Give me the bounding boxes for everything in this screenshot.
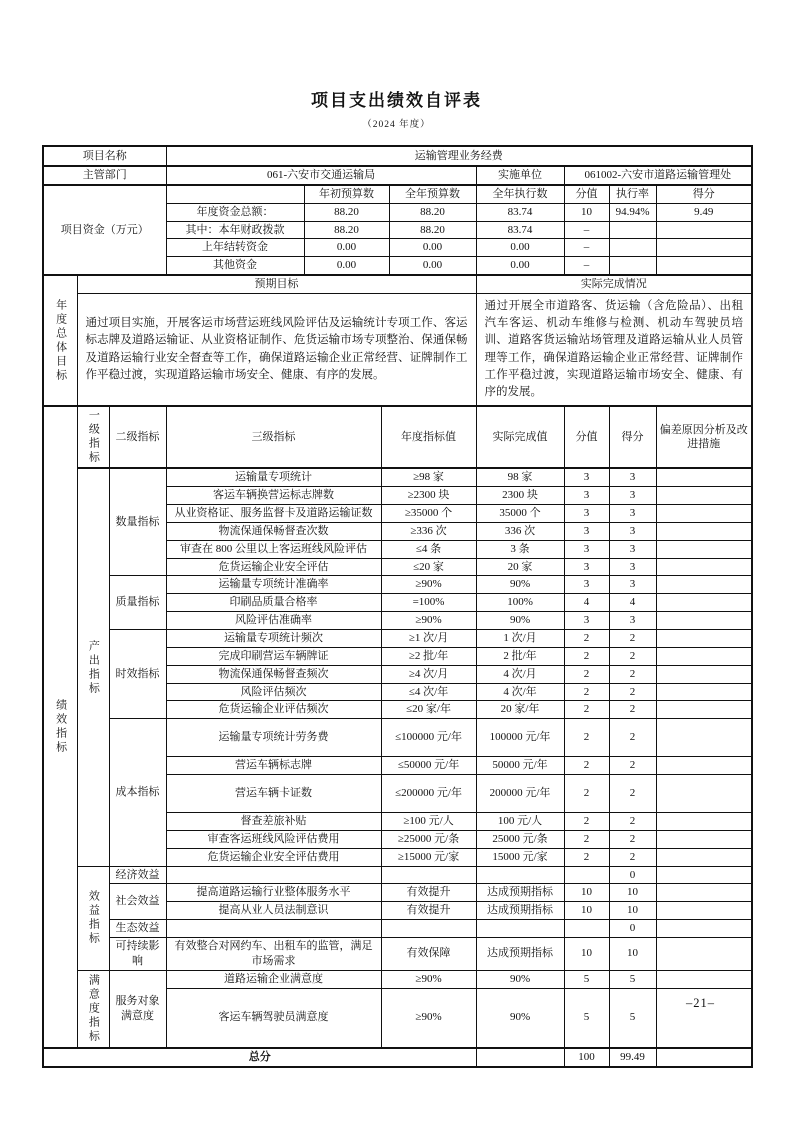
actual-completion-value: 100 元/人	[476, 813, 564, 831]
actual-completion-value: 35000 个	[476, 505, 564, 523]
deviation-note	[656, 866, 752, 884]
indicator-row	[43, 630, 752, 648]
indicator-name: 督查差旅补贴	[166, 813, 381, 831]
deviation-note	[656, 813, 752, 831]
annual-target-value: ≥15000 元/家	[381, 848, 476, 866]
annual-target-value: 有效提升	[381, 884, 476, 902]
expected-goal-header: 预期目标	[77, 275, 476, 293]
actual-completion-value: 达成预期指标	[476, 937, 564, 970]
level2-indicator-label: 可持续影响	[109, 937, 166, 970]
indicator-name: 审查在 800 公里以上客运班线风险评估	[166, 540, 381, 558]
points-value: 3	[564, 558, 609, 576]
indicator-name: 客运车辆驾驶员满意度	[166, 988, 381, 1048]
annual-goal-section-cell	[43, 275, 77, 406]
actual-completion-value: 3 条	[476, 540, 564, 558]
score-value: 10	[609, 902, 656, 920]
points-value: 3	[564, 612, 609, 630]
deviation-note	[656, 937, 752, 970]
funding-initial-budget: 0.00	[304, 239, 389, 257]
total-points-cell: 100	[564, 1048, 609, 1067]
actual-completion-value: 2 批/年	[476, 647, 564, 665]
funding-annual-budget: 0.00	[389, 239, 476, 257]
funding-row-label: 其中：本年财政拨款	[166, 221, 304, 239]
actual-completion-value: 2300 块	[476, 487, 564, 505]
score-value: 10	[609, 884, 656, 902]
implementing-unit-label: 实施单位	[476, 166, 564, 185]
indicator-row	[43, 920, 752, 938]
indicator-name: 物流保通保畅督查次数	[166, 522, 381, 540]
points-value: 3	[564, 468, 609, 486]
score-value: 2	[609, 683, 656, 701]
score-value: 2	[609, 647, 656, 665]
funding-col-executed: 全年执行数	[476, 185, 564, 203]
deviation-note	[656, 683, 752, 701]
score-value: 3	[609, 522, 656, 540]
points-value: 2	[564, 719, 609, 757]
points-value: 10	[564, 937, 609, 970]
funding-annual-budget: 88.20	[389, 203, 476, 221]
score-value: 2	[609, 665, 656, 683]
score-value: 10	[609, 937, 656, 970]
deviation-note	[656, 540, 752, 558]
indicator-name: 提高从业人员法制意识	[166, 902, 381, 920]
points-value: 5	[564, 988, 609, 1048]
actual-completion-value: 25000 元/条	[476, 830, 564, 848]
deviation-note	[656, 920, 752, 938]
actual-completion-value: 15000 元/家	[476, 848, 564, 866]
actual-completion-value: 90%	[476, 576, 564, 594]
indicator-row	[43, 719, 752, 757]
actual-value-header: 实际完成值	[476, 406, 564, 468]
points-value: 2	[564, 647, 609, 665]
annual-target-value: ≥2300 块	[381, 487, 476, 505]
indicator-name: 有效整合对网约车、出租车的监管，满足市场需求	[166, 937, 381, 970]
funding-execution-rate: 94.94%	[609, 203, 656, 221]
level2-indicator-label: 数量指标	[109, 468, 166, 576]
department-value: 061-六安市交通运输局	[166, 166, 476, 185]
score-value: 3	[609, 612, 656, 630]
annual-goal-section-label: 年度总体目标	[54, 298, 67, 383]
deviation-note	[656, 647, 752, 665]
points-value: 3	[564, 522, 609, 540]
points-value	[564, 920, 609, 938]
indicator-row	[43, 970, 752, 988]
points-value: 2	[564, 775, 609, 813]
funding-row-label: 年度资金总额：	[166, 203, 304, 221]
document-title: 项目支出绩效自评表	[311, 91, 482, 110]
level2-indicator-label: 质量指标	[109, 576, 166, 630]
funding-executed: 0.00	[476, 239, 564, 257]
deviation-note	[656, 612, 752, 630]
annual-target-value: ≤20 家/年	[381, 701, 476, 719]
annual-target-value	[381, 866, 476, 884]
deviation-note	[656, 576, 752, 594]
document-subtitle: （2024 年度）	[362, 120, 431, 130]
annual-goal-text-row	[43, 293, 752, 406]
annual-target-value: ≥98 家	[381, 468, 476, 486]
level2-indicator-label: 时效指标	[109, 630, 166, 719]
actual-completion-value: 100%	[476, 594, 564, 612]
level1-indicator-label-text: 满意度指标	[87, 973, 100, 1044]
score-value: 3	[609, 576, 656, 594]
actual-completion-value: 98 家	[476, 468, 564, 486]
indicator-name: 从业资格证、服务监督卡及道路运输证数	[166, 505, 381, 523]
indicator-name	[166, 920, 381, 938]
funding-col-annual-budget: 全年预算数	[389, 185, 476, 203]
score-value: 2	[609, 701, 656, 719]
funding-executed: 83.74	[476, 203, 564, 221]
performance-indicator-section-cell	[43, 406, 77, 1048]
funding-points: –	[564, 221, 609, 239]
actual-completion-value: 90%	[476, 612, 564, 630]
score-value: 2	[609, 719, 656, 757]
deviation-note	[656, 848, 752, 866]
score-value: 2	[609, 830, 656, 848]
points-value: 3	[564, 540, 609, 558]
funding-header-empty-cell	[166, 185, 304, 203]
annual-target-value: ≤100000 元/年	[381, 719, 476, 757]
funding-score: 9.49	[656, 203, 752, 221]
actual-completion-value: 4 次/年	[476, 683, 564, 701]
score-value: 2	[609, 757, 656, 775]
total-score-cell: 99.49	[609, 1048, 656, 1067]
points-value: 2	[564, 665, 609, 683]
annual-target-value: ≥2 批/年	[381, 647, 476, 665]
annual-target-value: ≥4 次/月	[381, 665, 476, 683]
score-value: 3	[609, 505, 656, 523]
score-value: 2	[609, 848, 656, 866]
indicator-name: 运输量专项统计准确率	[166, 576, 381, 594]
annual-target-value: 有效保障	[381, 937, 476, 970]
indicator-row	[43, 866, 752, 884]
project-name-value: 运输管理业务经费	[166, 146, 752, 166]
level1-indicator-label-text: 效益指标	[87, 890, 100, 947]
indicator-name: 提高道路运输行业整体服务水平	[166, 884, 381, 902]
level2-indicator-label: 经济效益	[109, 866, 166, 884]
actual-completion-value	[476, 866, 564, 884]
annual-target-value: =100%	[381, 594, 476, 612]
actual-completion-value: 100000 元/年	[476, 719, 564, 757]
score-value: 5	[609, 970, 656, 988]
funding-score	[656, 239, 752, 257]
points-value: 3	[564, 505, 609, 523]
annual-target-header: 年度指标值	[381, 406, 476, 468]
funding-execution-rate	[609, 239, 656, 257]
indicator-row	[43, 884, 752, 902]
points-value: 10	[564, 902, 609, 920]
annual-target-value: 有效提升	[381, 902, 476, 920]
funding-execution-rate	[609, 221, 656, 239]
annual-target-value: ≥336 次	[381, 522, 476, 540]
deviation-note	[656, 487, 752, 505]
points-value	[564, 866, 609, 884]
actual-completion-value: 20 家	[476, 558, 564, 576]
annual-target-value: ≤4 次/年	[381, 683, 476, 701]
page-number: –21–	[686, 996, 715, 1010]
score-value: 0	[609, 920, 656, 938]
deviation-note	[656, 970, 752, 988]
level3-indicator-header: 三级指标	[166, 406, 381, 468]
implementing-unit-value: 061002-六安市道路运输管理处	[564, 166, 752, 185]
annual-target-value: ≥90%	[381, 970, 476, 988]
funding-row-label: 上年结转资金	[166, 239, 304, 257]
funding-initial-budget: 88.20	[304, 221, 389, 239]
level2-indicator-header: 二级指标	[109, 406, 166, 468]
deviation-note	[656, 701, 752, 719]
funding-section-label: 项目资金（万元）	[43, 185, 166, 275]
total-label: 总分	[43, 1048, 476, 1067]
indicator-row	[43, 937, 752, 970]
points-value: 2	[564, 630, 609, 648]
funding-score-extra	[656, 257, 752, 275]
indicator-name: 危货运输企业安全评估费用	[166, 848, 381, 866]
total-actual-cell	[476, 1048, 564, 1067]
points-value: 3	[564, 576, 609, 594]
indicator-name: 客运车辆换营运标志牌数	[166, 487, 381, 505]
actual-completion-value: 90%	[476, 970, 564, 988]
annual-target-value: ≥35000 个	[381, 505, 476, 523]
deviation-note	[656, 522, 752, 540]
funding-col-score: 得分	[656, 185, 752, 203]
indicator-name: 危货运输企业评估频次	[166, 701, 381, 719]
actual-completion-text: 通过开展全市道路客、货运输（含危险品）、出租汽车客运、机动车维修与检测、机动车驾驶员培训、道路客货运输站场管理及道路运输从业人员管理等工作，确保道路运输企业正常经营、证牌制作工作平稳过渡，实现道路运输市场安全、健康、有序的发展。	[476, 293, 752, 406]
funding-col-points: 分值	[564, 185, 609, 203]
deviation-note	[656, 757, 752, 775]
actual-completion-value: 90%	[476, 988, 564, 1048]
project-name-label: 项目名称	[43, 146, 166, 166]
actual-completion-value: 达成预期指标	[476, 884, 564, 902]
project-name-row	[43, 146, 752, 166]
funding-points: –	[564, 239, 609, 257]
indicator-name: 完成印刷营运车辆牌证	[166, 647, 381, 665]
deviation-note	[656, 630, 752, 648]
funding-header-row	[43, 185, 752, 203]
level2-indicator-label: 服务对象满意度	[109, 970, 166, 1048]
actual-completion-value: 4 次/月	[476, 665, 564, 683]
funding-row-label: 其他资金	[166, 257, 304, 275]
funding-score	[609, 257, 656, 275]
actual-completion-value: 200000 元/年	[476, 775, 564, 813]
score-header: 得分	[609, 406, 656, 468]
funding-executed: 0.00	[476, 257, 564, 275]
level1-indicator-label	[77, 866, 109, 970]
points-value: 2	[564, 848, 609, 866]
funding-annual-budget: 0.00	[389, 257, 476, 275]
actual-completion-value: 50000 元/年	[476, 757, 564, 775]
actual-completion-value: 20 家/年	[476, 701, 564, 719]
deviation-note	[656, 719, 752, 757]
annual-target-value	[381, 920, 476, 938]
annual-target-value: ≥90%	[381, 612, 476, 630]
indicator-name: 营运车辆卡证数	[166, 775, 381, 813]
deviation-note	[656, 665, 752, 683]
deviation-note	[656, 902, 752, 920]
performance-indicator-section-label: 绩效指标	[54, 699, 67, 756]
indicator-row	[43, 576, 752, 594]
points-value: 2	[564, 757, 609, 775]
indicator-name: 危货运输企业安全评估	[166, 558, 381, 576]
score-value: 2	[609, 775, 656, 813]
funding-initial-budget: 0.00	[304, 257, 389, 275]
deviation-note	[656, 830, 752, 848]
department-row	[43, 166, 752, 185]
deviation-note	[656, 594, 752, 612]
deviation-header: 偏差原因分析及改进措施	[656, 406, 752, 468]
indicator-row	[43, 468, 752, 486]
score-value: 4	[609, 594, 656, 612]
actual-completion-value: 336 次	[476, 522, 564, 540]
indicator-name: 风险评估准确率	[166, 612, 381, 630]
annual-target-value: ≥100 元/人	[381, 813, 476, 831]
score-value: 2	[609, 813, 656, 831]
annual-target-value: ≤20 家	[381, 558, 476, 576]
funding-executed: 83.74	[476, 221, 564, 239]
indicator-name: 印刷品质量合格率	[166, 594, 381, 612]
indicator-name: 营运车辆标志牌	[166, 757, 381, 775]
funding-score	[656, 221, 752, 239]
indicator-name: 运输量专项统计	[166, 468, 381, 486]
department-label: 主管部门	[43, 166, 166, 185]
evaluation-table	[42, 145, 753, 1068]
points-value: 4	[564, 594, 609, 612]
annual-goal-header-row	[43, 275, 752, 293]
level1-indicator-header-text: 一级指标	[87, 409, 100, 466]
funding-annual-budget: 88.20	[389, 221, 476, 239]
deviation-note	[656, 884, 752, 902]
level2-indicator-label: 社会效益	[109, 884, 166, 920]
points-value: 2	[564, 683, 609, 701]
actual-completion-value: 达成预期指标	[476, 902, 564, 920]
annual-target-value: ≥90%	[381, 576, 476, 594]
indicator-name: 运输量专项统计劳务费	[166, 719, 381, 757]
level1-indicator-header	[77, 406, 109, 468]
points-value: 10	[564, 884, 609, 902]
deviation-note	[656, 505, 752, 523]
points-header: 分值	[564, 406, 609, 468]
indicator-name: 审查客运班线风险评估费用	[166, 830, 381, 848]
level1-indicator-label	[77, 468, 109, 866]
points-value: 2	[564, 701, 609, 719]
actual-completion-value: 1 次/月	[476, 630, 564, 648]
level1-indicator-label	[77, 970, 109, 1048]
total-deviation-cell	[656, 1048, 752, 1067]
deviation-note	[656, 558, 752, 576]
funding-col-execution-rate: 执行率	[609, 185, 656, 203]
annual-target-value: ≤50000 元/年	[381, 757, 476, 775]
expected-goal-text: 通过项目实施，开展客运市场营运班线风险评估及运输统计专项工作、客运标志牌及道路运输证、从业资格证制作、危货运输市场专项整治、保通保畅及道路运输行业安全督查等工作，确保道路运输企业正常经营、证牌制作工作平稳过渡，实现道路运输市场安全、健康、有序的发展。	[77, 293, 476, 406]
points-value: 3	[564, 487, 609, 505]
total-row	[43, 1048, 752, 1067]
score-value: 2	[609, 630, 656, 648]
level1-indicator-label-text: 产出指标	[87, 639, 100, 696]
annual-target-value: ≥25000 元/条	[381, 830, 476, 848]
funding-col-initial-budget: 年初预算数	[304, 185, 389, 203]
indicator-header-row	[43, 406, 752, 468]
score-value: 3	[609, 558, 656, 576]
score-value: 0	[609, 866, 656, 884]
score-value: 5	[609, 988, 656, 1048]
score-value: 3	[609, 540, 656, 558]
score-value: 3	[609, 468, 656, 486]
indicator-name: 运输量专项统计频次	[166, 630, 381, 648]
level2-indicator-label: 生态效益	[109, 920, 166, 938]
score-value: 3	[609, 487, 656, 505]
annual-target-value: ≥90%	[381, 988, 476, 1048]
indicator-name	[166, 866, 381, 884]
actual-completion-value	[476, 920, 564, 938]
deviation-note	[656, 775, 752, 813]
funding-points: 10	[564, 203, 609, 221]
deviation-note	[656, 468, 752, 486]
actual-completion-header: 实际完成情况	[476, 275, 752, 293]
indicator-name: 物流保通保畅督查频次	[166, 665, 381, 683]
level2-indicator-label: 成本指标	[109, 719, 166, 866]
indicator-name: 风险评估频次	[166, 683, 381, 701]
funding-points: –	[564, 257, 609, 275]
annual-target-value: ≤200000 元/年	[381, 775, 476, 813]
funding-initial-budget: 88.20	[304, 203, 389, 221]
points-value: 2	[564, 830, 609, 848]
indicator-name: 道路运输企业满意度	[166, 970, 381, 988]
points-value: 5	[564, 970, 609, 988]
annual-target-value: ≥1 次/月	[381, 630, 476, 648]
points-value: 2	[564, 813, 609, 831]
annual-target-value: ≤4 条	[381, 540, 476, 558]
